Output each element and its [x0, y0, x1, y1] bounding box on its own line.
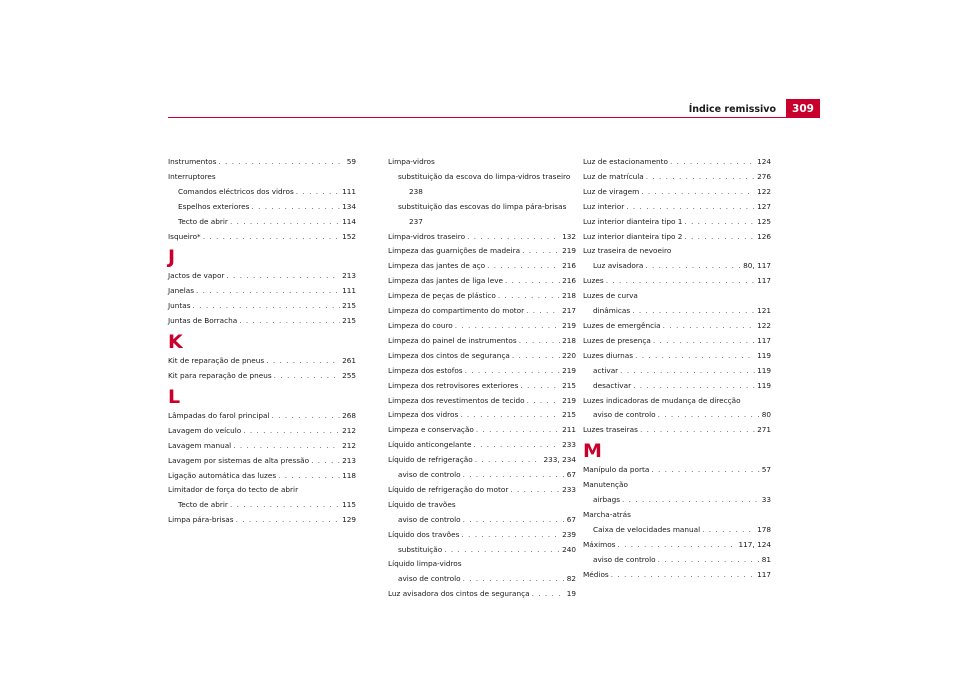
index-subentry: substituição da escova do limpa-vidros traseiro	[398, 171, 571, 181]
entry-page: 124	[757, 157, 771, 166]
index-subentry	[168, 200, 356, 215]
entry-term: desactivar	[593, 380, 632, 390]
entry-term: Espelhos exteriores	[178, 201, 250, 211]
index-entry	[388, 528, 576, 543]
entry-page: 152	[342, 231, 356, 241]
entry-page: 57	[761, 465, 771, 475]
entry-page: 126	[757, 231, 771, 241]
index-subentry	[388, 468, 576, 483]
index-entry	[388, 230, 576, 245]
index-entry	[388, 379, 576, 394]
index-entry	[168, 230, 356, 245]
entry-term: dinâmicas	[593, 306, 631, 316]
entry-page: 19	[566, 589, 576, 599]
entry-page: 217	[562, 306, 576, 316]
entry-page: 215	[342, 316, 356, 326]
index-entry	[583, 423, 771, 438]
index-subentry	[388, 572, 576, 587]
entry-term: Juntas de Borracha	[168, 316, 238, 326]
entry-page: 212	[342, 425, 356, 435]
entry-term: aviso de controlo	[398, 574, 461, 584]
section-letter-j: J	[168, 246, 176, 269]
entry-term: Tecto de abrir	[178, 216, 228, 226]
index-entry	[583, 349, 771, 364]
index-subentry	[583, 523, 771, 538]
section-letter-l: L	[168, 385, 181, 408]
index-heading: Luz traseira de nevoeiro	[583, 246, 672, 256]
entry-term: aviso de controlo	[593, 410, 656, 420]
entry-page: 125	[757, 216, 771, 226]
entry-term: Limpa pára-brisas	[168, 515, 234, 525]
index-subentry	[583, 364, 771, 379]
entry-term: Limpeza do compartimento do motor	[388, 306, 525, 316]
entry-page: 33	[761, 495, 771, 505]
entry-term: activar	[593, 365, 619, 375]
entry-page: 233	[562, 484, 576, 494]
entry-page: 80, 117	[743, 261, 771, 271]
index-entry	[583, 538, 771, 553]
index-entry	[583, 155, 771, 170]
entry-page: 255	[342, 370, 356, 380]
entry-term: Luz de viragem	[583, 186, 640, 196]
page-number: 309	[786, 99, 820, 118]
entry-term: Limpeza das jantes de liga leve	[388, 276, 504, 286]
entry-page: 220	[562, 350, 576, 360]
entry-page: 218	[562, 291, 576, 301]
entry-page: 215	[562, 410, 576, 420]
index-entry	[388, 289, 576, 304]
entry-page: 213	[342, 271, 356, 281]
entry-term: Manípulo da porta	[583, 465, 650, 475]
index-entry	[388, 304, 576, 319]
index-heading: Marcha-atrás	[583, 509, 631, 519]
index-entry	[388, 408, 576, 423]
entry-term: Comandos eléctricos dos vidros	[178, 186, 294, 196]
index-entry	[388, 483, 576, 498]
entry-page: 119	[757, 350, 771, 360]
entry-page: 82	[566, 574, 576, 584]
entry-term: Luz interior	[583, 201, 625, 211]
index-entry	[583, 274, 771, 289]
index-entry	[168, 424, 356, 439]
index-entry	[168, 369, 356, 384]
entry-page: 239	[562, 529, 576, 539]
entry-term: Janelas	[168, 286, 195, 296]
index-entry	[388, 364, 576, 379]
entry-term: Líquido de refrigeração	[388, 455, 473, 465]
entry-page: 117	[757, 569, 771, 579]
entry-page: 129	[342, 515, 356, 525]
entry-term: airbags	[593, 495, 621, 505]
entry-term: Máximos	[583, 539, 616, 549]
index-entry	[583, 230, 771, 245]
entry-page: 215	[342, 301, 356, 311]
index-subentry	[583, 493, 771, 508]
entry-term: Limpeza dos revestimentos de tecido	[388, 395, 525, 405]
entry-page: 216	[562, 276, 576, 286]
entry-term: Limpeza dos vidros	[388, 410, 459, 420]
index-subentry	[388, 543, 576, 558]
entry-page: 219	[562, 395, 576, 405]
index-entry	[388, 438, 576, 453]
section-letter-m: M	[583, 440, 602, 463]
entry-term: Limpeza dos estofos	[388, 365, 463, 375]
index-entry	[388, 423, 576, 438]
index-entry	[168, 439, 356, 454]
entry-term: Líquido anticongelante	[388, 440, 472, 450]
entry-page: 237	[409, 216, 423, 226]
index-subentry	[583, 259, 771, 274]
entry-term: Limpeza dos retrovisores exteriores	[388, 380, 519, 390]
entry-term: Kit para reparação de pneus	[168, 370, 272, 380]
entry-page: 81	[761, 554, 771, 564]
index-subentry	[583, 553, 771, 568]
entry-term: Luz interior dianteira tipo 1	[583, 216, 683, 226]
entry-term: Lâmpadas do farol principal	[168, 410, 270, 420]
index-column-2	[388, 155, 576, 602]
entry-term: Isqueiro*	[168, 231, 201, 241]
entry-page: 276	[757, 171, 771, 181]
index-column-1	[168, 155, 356, 528]
index-entry	[388, 349, 576, 364]
entry-term: Luz de matrícula	[583, 171, 644, 181]
entry-term: substituição	[398, 544, 443, 554]
index-entry	[583, 170, 771, 185]
entry-term: Tecto de abrir	[178, 500, 228, 510]
entry-term: Líquido de refrigeração do motor	[388, 484, 509, 494]
entry-term: Luz de estacionamento	[583, 157, 668, 166]
index-heading: Líquido limpa-vidros	[388, 559, 462, 569]
entry-page: 119	[757, 365, 771, 375]
index-entry	[388, 587, 576, 602]
entry-page: 218	[562, 335, 576, 345]
entry-term: Lavagem por sistemas de alta pressão	[168, 455, 310, 465]
index-entry	[583, 185, 771, 200]
index-entry	[388, 244, 576, 259]
header-rule	[168, 117, 820, 118]
entry-page: 238	[409, 186, 423, 196]
index-entry	[388, 394, 576, 409]
entry-term: Luzes de emergência	[583, 320, 661, 330]
entry-page: 132	[562, 231, 576, 241]
index-entry	[583, 319, 771, 334]
entry-page: 261	[342, 356, 356, 366]
index-entry	[388, 453, 576, 468]
entry-term: Luz interior dianteira tipo 2	[583, 231, 683, 241]
index-entry	[583, 215, 771, 230]
index-entry	[388, 259, 576, 274]
entry-page: 127	[757, 201, 771, 211]
entry-term: aviso de controlo	[398, 514, 461, 524]
entry-term: Ligação automática das luzes	[168, 470, 277, 480]
entry-term: Luzes traseiras	[583, 425, 638, 435]
entry-page: 213	[342, 455, 356, 465]
entry-page: 121	[757, 306, 771, 316]
entry-term: Limpeza das guarnições de madeira	[388, 246, 521, 256]
index-entry	[168, 513, 356, 528]
entry-page: 117	[757, 335, 771, 345]
index-subentry	[168, 215, 356, 230]
index-column-3	[583, 155, 771, 582]
index-heading: Limpa-vidros	[388, 157, 435, 166]
entry-page: 115	[342, 500, 356, 510]
entry-page: 67	[566, 514, 576, 524]
index-subentry	[168, 498, 356, 513]
index-entry	[168, 354, 356, 369]
entry-page: 119	[757, 380, 771, 390]
index-entry	[168, 469, 356, 484]
entry-term: Jactos de vapor	[168, 271, 225, 281]
entry-term: Limpeza do painel de instrumentos	[388, 335, 517, 345]
entry-page: 219	[562, 365, 576, 375]
entry-page: 111	[342, 186, 356, 196]
index-entry	[168, 314, 356, 329]
index-entry	[583, 334, 771, 349]
index-heading: Luzes de curva	[583, 291, 638, 301]
index-subentry	[583, 379, 771, 394]
entry-page: 211	[562, 425, 576, 435]
entry-page: 216	[562, 261, 576, 271]
entry-term: Limpeza dos cintos de segurança	[388, 350, 510, 360]
entry-page: 233, 234	[543, 455, 576, 465]
entry-term: Limpeza das jantes de aço	[388, 261, 486, 271]
entry-page: 67	[566, 470, 576, 480]
index-entry	[168, 284, 356, 299]
entry-term: Caixa de velocidades manual	[593, 524, 701, 534]
entry-term: Instrumentos	[168, 157, 217, 166]
entry-page: 240	[562, 544, 576, 554]
index-heading: Líquido de travões	[388, 499, 456, 509]
index-entry	[583, 463, 771, 478]
entry-term: Limpeza do couro	[388, 320, 453, 330]
entry-term: Luzes	[583, 276, 604, 286]
entry-term: Médios	[583, 569, 609, 579]
index-entry	[168, 299, 356, 314]
section-letter-k: K	[168, 331, 183, 354]
page-title: Índice remissivo	[688, 104, 776, 115]
entry-page: 111	[342, 286, 356, 296]
index-subentry: substituição das escovas do limpa pára-brisas	[398, 201, 567, 211]
entry-page: 219	[562, 246, 576, 256]
entry-page: 122	[757, 186, 771, 196]
entry-page: 215	[562, 380, 576, 390]
entry-term: Kit de reparação de pneus	[168, 356, 265, 366]
entry-page: 59	[346, 157, 356, 166]
entry-term: aviso de controlo	[593, 554, 656, 564]
entry-term: Lavagem do veículo	[168, 425, 242, 435]
entry-term: Líquido dos travões	[388, 529, 460, 539]
entry-term: aviso de controlo	[398, 470, 461, 480]
entry-page: 212	[342, 440, 356, 450]
entry-page: 219	[562, 320, 576, 330]
entry-page: 80	[761, 410, 771, 420]
index-entry	[168, 454, 356, 469]
entry-term: Limpa-vidros traseiro	[388, 231, 466, 241]
entry-page: 117, 124	[738, 539, 771, 549]
entry-term: Luz avisadora dos cintos de segurança	[388, 589, 530, 599]
entry-term: Lavagem manual	[168, 440, 232, 450]
index-entry	[583, 568, 771, 583]
entry-term: Limpeza de peças de plástico	[388, 291, 496, 301]
entry-term: Luzes de presença	[583, 335, 651, 345]
entry-term: Limpeza e conservação	[388, 425, 474, 435]
index-subentry	[388, 513, 576, 528]
entry-term: Luzes diurnas	[583, 350, 634, 360]
entry-page: 122	[757, 320, 771, 330]
index-entry	[388, 274, 576, 289]
entry-term: Luz avisadora	[593, 261, 644, 271]
index-heading: Manutenção	[583, 480, 628, 490]
index-heading: Limitador de força do tecto de abrir	[168, 485, 299, 495]
index-subentry	[168, 185, 356, 200]
index-heading: Luzes indicadoras de mudança de direcção	[583, 395, 741, 405]
index-entry	[168, 409, 356, 424]
index-entry	[168, 269, 356, 284]
entry-term: Juntas	[168, 301, 191, 311]
index-entry	[583, 200, 771, 215]
entry-page: 268	[342, 410, 356, 420]
entry-page: 114	[342, 216, 356, 226]
entry-page: 233	[562, 440, 576, 450]
entry-page: 134	[342, 201, 356, 211]
entry-page: 271	[757, 425, 771, 435]
index-subentry	[583, 304, 771, 319]
index-entry	[388, 319, 576, 334]
index-heading: Interruptores	[168, 171, 216, 181]
index-subentry	[583, 408, 771, 423]
entry-page: 178	[757, 524, 771, 534]
index-entry	[388, 334, 576, 349]
entry-page: 117	[757, 276, 771, 286]
index-entry	[168, 155, 356, 170]
entry-page: 118	[342, 470, 356, 480]
